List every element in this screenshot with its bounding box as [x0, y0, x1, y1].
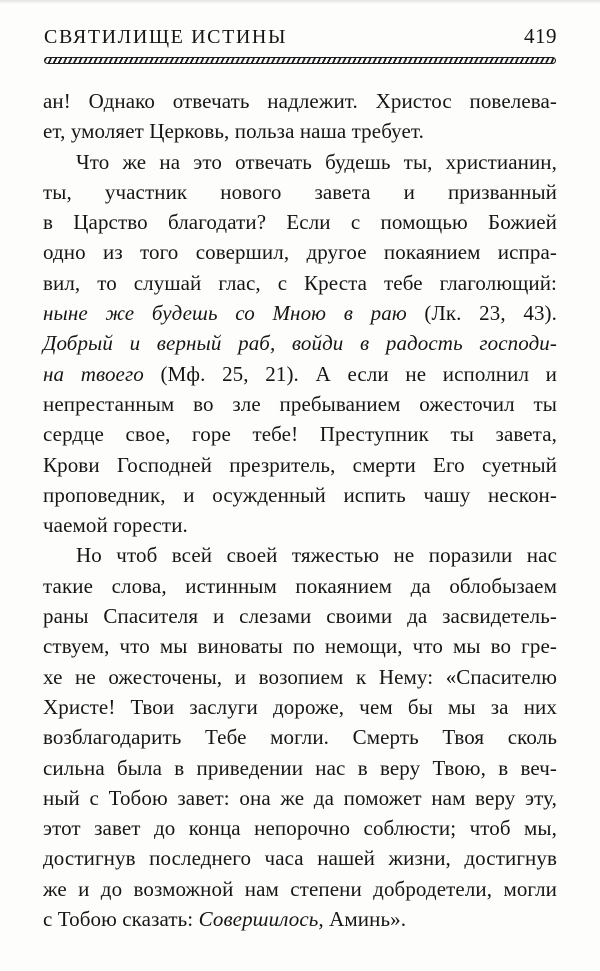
scripture-quote: на твоего	[43, 361, 161, 386]
text-line	[43, 904, 557, 934]
text-line	[43, 419, 557, 449]
text-line	[43, 601, 557, 631]
body-text: непрестанным во зле пребыванием ожесточил ты	[43, 391, 557, 416]
text-line	[43, 813, 557, 843]
text-line	[43, 328, 557, 358]
body-text: ный с Тобою завет: она же да поможет нам веру эту,	[43, 785, 557, 810]
body-text: вил, то слушай глас, с Креста тебе глаголющий:	[43, 270, 557, 295]
body-text: же и до возможной нам степени добродетели, могли	[43, 876, 557, 901]
text-line	[43, 540, 557, 570]
body-text: раны Спасителя и слезами своими да засвидетель-	[43, 604, 557, 629]
text-line	[43, 571, 557, 601]
text-line	[43, 631, 557, 661]
body-text: (Мф. 25, 21). А если не исполнил и	[160, 361, 557, 386]
body-text: с Тобою сказать:	[43, 907, 199, 932]
text-line	[43, 389, 557, 419]
body-text: Что же на это отвечать будешь ты, христианин,	[76, 149, 557, 174]
body-text: сердце свое, горе тебе! Преступник ты завета,	[43, 422, 557, 447]
text-line	[43, 298, 557, 328]
text-line	[43, 237, 557, 267]
text-line	[43, 722, 557, 752]
text-line	[43, 480, 557, 510]
text-line	[43, 510, 557, 540]
text-line	[43, 207, 557, 237]
scripture-quote: ныне же будешь со Мною в раю	[43, 301, 425, 326]
rope-divider	[44, 57, 556, 64]
text-line	[43, 783, 557, 813]
body-text: такие слова, истинным покаянием да облобызаем	[43, 573, 557, 598]
text-line	[43, 843, 557, 873]
text-line	[43, 86, 557, 116]
body-text: ан! Однако отвечать надлежит. Христос повелева-	[43, 89, 557, 113]
body-text: возблагодарить Тебе могли. Смерть Твоя сколь	[43, 725, 557, 750]
text-line	[43, 874, 557, 904]
body-text: Христе! Твои заслуги дороже, чем бы мы за них	[43, 694, 557, 719]
running-title: СВЯТИЛИЩЕ ИСТИНЫ	[44, 26, 288, 48]
body-text: Аминь».	[323, 907, 407, 932]
body-text: одно из того совершил, другое покаянием испра-	[43, 240, 557, 265]
body-text: этот завет до конца непорочно соблюсти; чтоб мы,	[43, 816, 557, 841]
body-text: ет, умоляет Церковь, польза наша требует.	[43, 119, 424, 144]
body-text: ствуем, что мы виноваты по немощи, что мы во гре-	[43, 634, 557, 659]
body-text: проповедник, и осужденный испить чашу нескон-	[43, 482, 557, 507]
body-text: сильна была в приведении нас в веру Твою, в веч-	[43, 755, 557, 780]
body-text: хе не ожесточены, и возопием к Нему: «Спасителю	[43, 664, 557, 689]
page-number: 419	[524, 24, 557, 48]
text-line	[43, 177, 557, 207]
page-header	[44, 24, 557, 49]
body-text: в Царство благодати? Если с помощью Божией	[43, 210, 557, 235]
text-line	[43, 359, 557, 389]
body-text: Но чтоб всей своей тяжестью не поразили нас	[76, 543, 557, 568]
body-text: достигнув последнего часа нашей жизни, достигнув	[43, 846, 557, 871]
text-line	[43, 116, 557, 146]
body-text: чаемой горести.	[43, 513, 188, 538]
body-text: ты, участник нового завета и призванный	[43, 179, 557, 204]
text-line	[43, 268, 557, 298]
text-lines	[43, 86, 557, 934]
text-line	[43, 147, 557, 177]
body-text: (Лк. 23, 43).	[424, 301, 557, 326]
text-line	[43, 692, 557, 722]
text-line	[43, 450, 557, 480]
scripture-quote: Добрый и верный раб, войди в радость господи-	[43, 331, 557, 356]
text-line	[43, 753, 557, 783]
text-line	[43, 662, 557, 692]
body-text: Крови Господней презритель, смерти Его суетный	[43, 452, 557, 477]
scripture-quote: Совершилось,	[198, 907, 324, 932]
